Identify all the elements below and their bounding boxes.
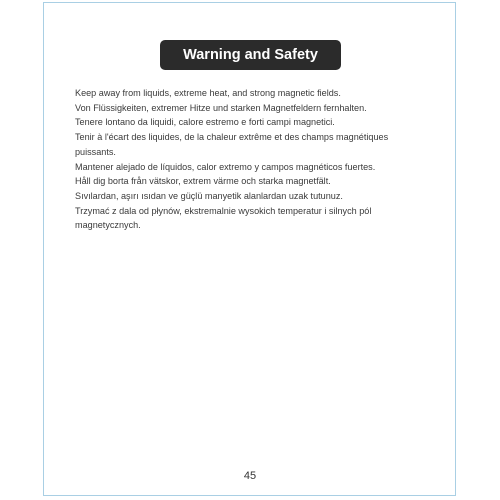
warning-tr: Sıvılardan, aşırı ısıdan ve güçlü manyetik alanlardan uzak tutunuz. (75, 190, 343, 201)
page-title: Warning and Safety (160, 40, 341, 70)
warning-de: Von Flüssigkeiten, extremer Hitze und starken Magnetfeldern fernhalten. (75, 102, 367, 113)
warning-list (75, 86, 420, 233)
page-number: 45 (243, 470, 257, 482)
page-frame (43, 2, 456, 496)
warning-es: Mantener alejado de líquidos, calor extremo y campos magnéticos fuertes. (75, 161, 376, 172)
warning-sv: Håll dig borta från vätskor, extrem värme och starka magnetfält. (75, 176, 331, 187)
warning-pl: Trzymać z dala od płynów, ekstremalnie wysokich temperatur i silnych pól magnetycznych. (75, 205, 372, 231)
warning-en: Keep away from liquids, extreme heat, and strong magnetic fields. (75, 88, 341, 98)
warning-it: Tenere lontano da liquidi, calore estremo e forti campi magnetici. (75, 117, 335, 128)
warning-fr: Tenir à l'écart des liquides, de la chaleur extrême et des champs magnétiques puissants. (75, 132, 389, 157)
